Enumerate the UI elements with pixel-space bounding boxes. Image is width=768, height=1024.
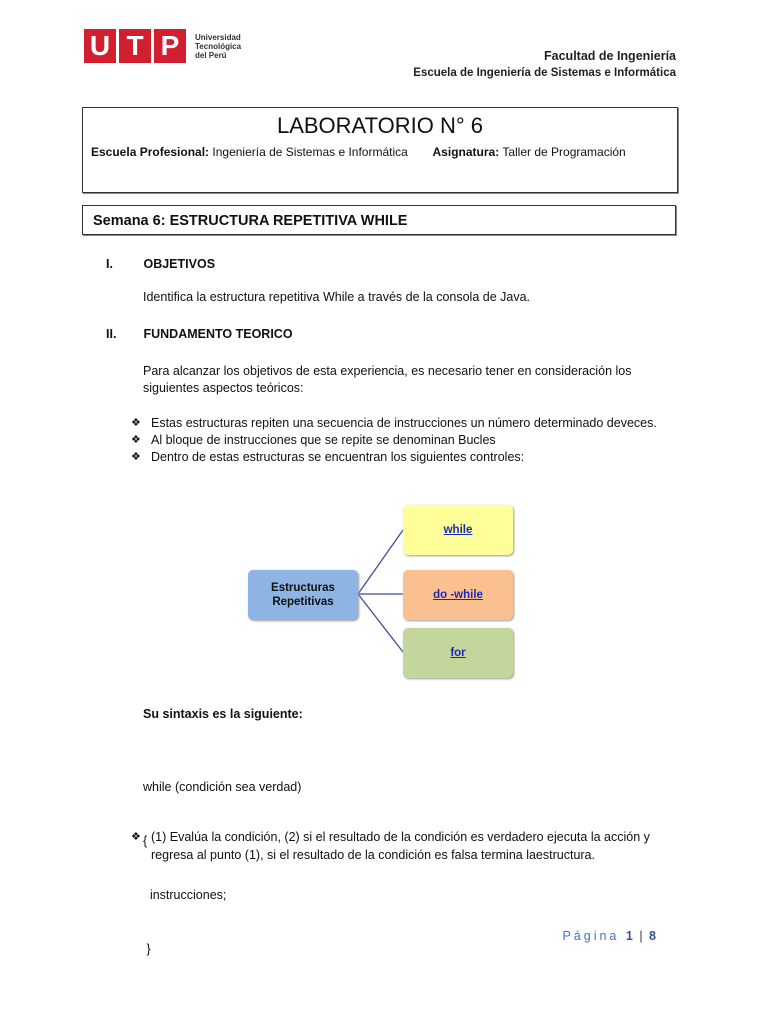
note-line: (1) Evalúa la condición, (2) si el resultado de la condición es verdadero ejecuta la acción y xyxy=(151,830,650,844)
diamond-bullet-icon: ❖ xyxy=(131,434,141,446)
diagram-node-do-while: do -while xyxy=(403,570,513,620)
page-total: 8 xyxy=(649,929,656,943)
school-name: Escuela de Ingeniería de Sistemas e Informática xyxy=(413,67,676,79)
section-title: OBJETIVOS xyxy=(143,257,216,271)
page-label: Página xyxy=(562,929,620,943)
root-line: Estructuras xyxy=(271,582,335,594)
list-item xyxy=(131,415,657,432)
connector-line xyxy=(358,530,403,594)
diamond-bullet-icon: ❖ xyxy=(131,417,141,429)
header-faculty xyxy=(413,48,676,82)
objetivos-text: Identifica la estructura repetitiva While a través de la consola de Java. xyxy=(143,290,531,304)
diagram-node-for: for xyxy=(403,628,513,678)
logo-text-line: del Perú xyxy=(195,50,227,60)
escuela-label: Escuela Profesional: xyxy=(91,145,210,159)
diamond-bullet-icon: ❖ xyxy=(131,831,141,843)
logo-text xyxy=(195,33,241,60)
section-title: FUNDAMENTO TEORICO xyxy=(143,327,293,341)
logo-text-line: Tecnológica xyxy=(195,41,242,51)
paragraph-line: siguientes aspectos teóricos: xyxy=(143,381,304,395)
section-number: II. xyxy=(106,327,117,341)
code-line: } xyxy=(143,942,151,956)
section-number: I. xyxy=(106,257,113,271)
code-line: { xyxy=(143,834,148,848)
title-box xyxy=(82,107,678,193)
code-line: instrucciones; xyxy=(143,888,227,902)
bullet-text: Estas estructuras repiten una secuencia de instrucciones un número determinado deveces. xyxy=(151,416,657,430)
syntax-heading: Su sintaxis es la siguiente: xyxy=(143,707,303,721)
note-item xyxy=(131,828,691,864)
week-heading: Semana 6: ESTRUCTURA REPETITIVA WHILE xyxy=(82,205,676,235)
utp-logo xyxy=(84,28,241,64)
code-line: while (condición sea verdad) xyxy=(143,780,302,794)
logo-letter: U xyxy=(84,29,116,63)
escuela-value: Ingeniería de Sistemas e Informática xyxy=(212,145,408,159)
page-separator: | xyxy=(639,929,643,943)
note-text xyxy=(151,828,650,864)
asignatura-label: Asignatura: xyxy=(432,145,500,159)
page-number: 1 xyxy=(625,929,633,943)
bullet-text: Dentro de estas estructuras se encuentran los siguientes controles: xyxy=(151,450,525,464)
page-footer xyxy=(562,929,656,943)
root-line: Repetitivas xyxy=(272,596,334,608)
bullet-list xyxy=(131,415,657,466)
structure-diagram xyxy=(240,500,530,690)
diamond-bullet-icon: ❖ xyxy=(131,451,141,463)
faculty-name: Facultad de Ingeniería xyxy=(544,49,676,63)
logo-text-line: Universidad xyxy=(195,32,241,42)
fundamento-text xyxy=(143,363,631,397)
list-item xyxy=(131,449,657,466)
diagram-node-while: while xyxy=(403,505,513,555)
list-item xyxy=(131,432,657,449)
logo-letter: P xyxy=(154,29,186,63)
paragraph-line: Para alcanzar los objetivos de esta experiencia, es necesario tener en consideración los xyxy=(143,364,632,378)
note-line: regresa al punto (1), si el resultado de la condición es falsa termina laestructura. xyxy=(151,848,595,862)
asignatura-value: Taller de Programación xyxy=(502,145,626,159)
lab-title: LABORATORIO N° 6 xyxy=(276,113,484,138)
section-heading-objetivos xyxy=(106,257,215,271)
course-info xyxy=(91,145,677,159)
connector-line xyxy=(358,594,403,652)
logo-letter: T xyxy=(119,29,151,63)
section-heading-fundamento xyxy=(106,327,293,341)
diagram-root-node xyxy=(248,570,358,620)
bullet-text: Al bloque de instrucciones que se repite se denominan Bucles xyxy=(151,433,496,447)
